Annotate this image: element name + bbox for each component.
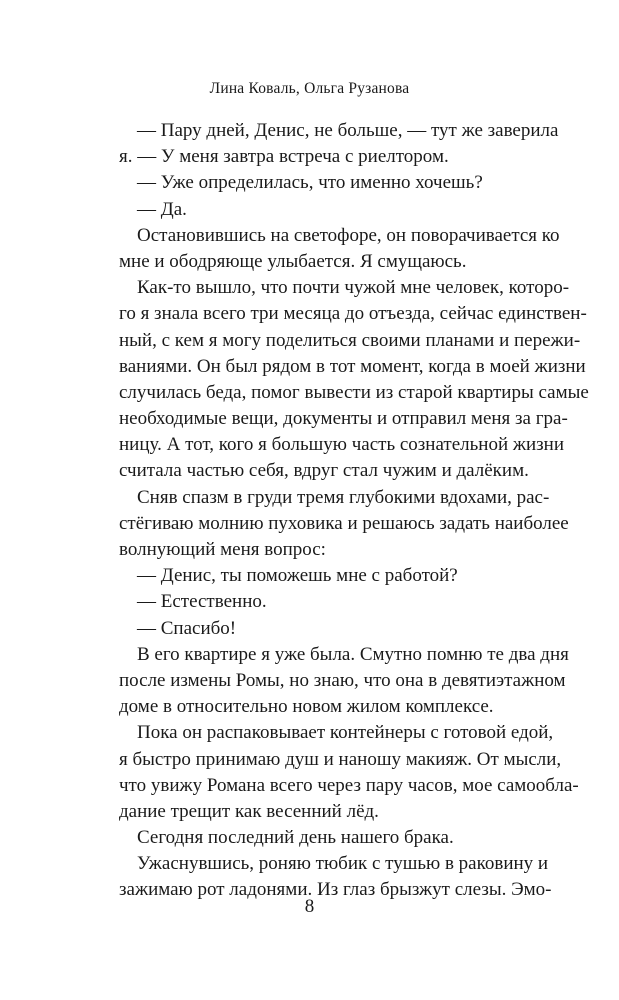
text-line: — Естественно. [137,591,267,613]
text-line: я быстро принимаю душ и наношу макияж. От мысли, [119,748,562,770]
text-line: В его квартире я уже была. Смутно помню те два дня [137,643,569,665]
text-line: го я знала всего три месяца до отъезда, сейчас единствен- [119,303,587,325]
text-line: считала частью себя, вдруг стал чужим и далёким. [119,460,529,482]
text-line: ный, с кем я могу поделиться своими планами и пережи- [119,329,581,351]
text-line: необходимые вещи, документы и отправил меня за гра- [119,408,568,430]
text-line: дание трещит как весенний лёд. [119,800,379,822]
text-line: ваниями. Он был рядом в тот момент, когда в моей жизни [119,355,586,377]
body-text [119,118,589,904]
text-line: Сняв спазм в груди тремя глубокими вдохами, рас- [137,486,550,508]
text-line: — Пару дней, Денис, не больше, — тут же заверила [137,120,559,141]
text-line: — Да. [137,198,187,220]
text-line: Остановившись на светофоре, он поворачивается ко [137,224,560,246]
text-line: что увижу Романа всего через пару часов, мое самооблa- [119,774,579,796]
text-line: мне и ободряюще улыбается. Я смущаюсь. [119,250,467,272]
text-line: волнующий меня вопрос: [119,539,326,560]
text-line: доме в относительно новом жилом комплексе. [119,696,494,718]
text-line: Как-то вышло, что почти чужой мне человек, которо- [137,277,570,299]
running-head: Лина Коваль, Ольга Рузанова [209,80,410,97]
text-line: Пока он распаковывает контейнеры с готовой едой, [137,722,554,744]
text-line: после измены Ромы, но знаю, что она в девятиэтажном [119,669,566,691]
text-line: зажимаю рот ладонями. Из глаз брызжут слезы. Эмо- [119,879,552,901]
text-line: случилась беда, помог вывести из старой квартиры самые [119,381,589,403]
text-line: Ужаснувшись, роняю тюбик с тушью в раковину и [137,853,549,875]
page-number: 8 [304,896,315,917]
text-line: ницу. А тот, кого я большую часть сознательной жизни [119,434,565,456]
text-line: я. — У меня завтра встреча с риелтором. [119,146,449,168]
text-line: — Спасибо! [137,617,237,639]
text-line: — Денис, ты поможешь мне с работой? [137,565,458,587]
text-line: стёгиваю молнию пуховика и решаюсь задать наиболее [119,512,569,534]
text-line: — Уже определилась, что именно хочешь? [137,172,483,194]
text-line: Сегодня последний день нашего брака. [137,827,454,849]
